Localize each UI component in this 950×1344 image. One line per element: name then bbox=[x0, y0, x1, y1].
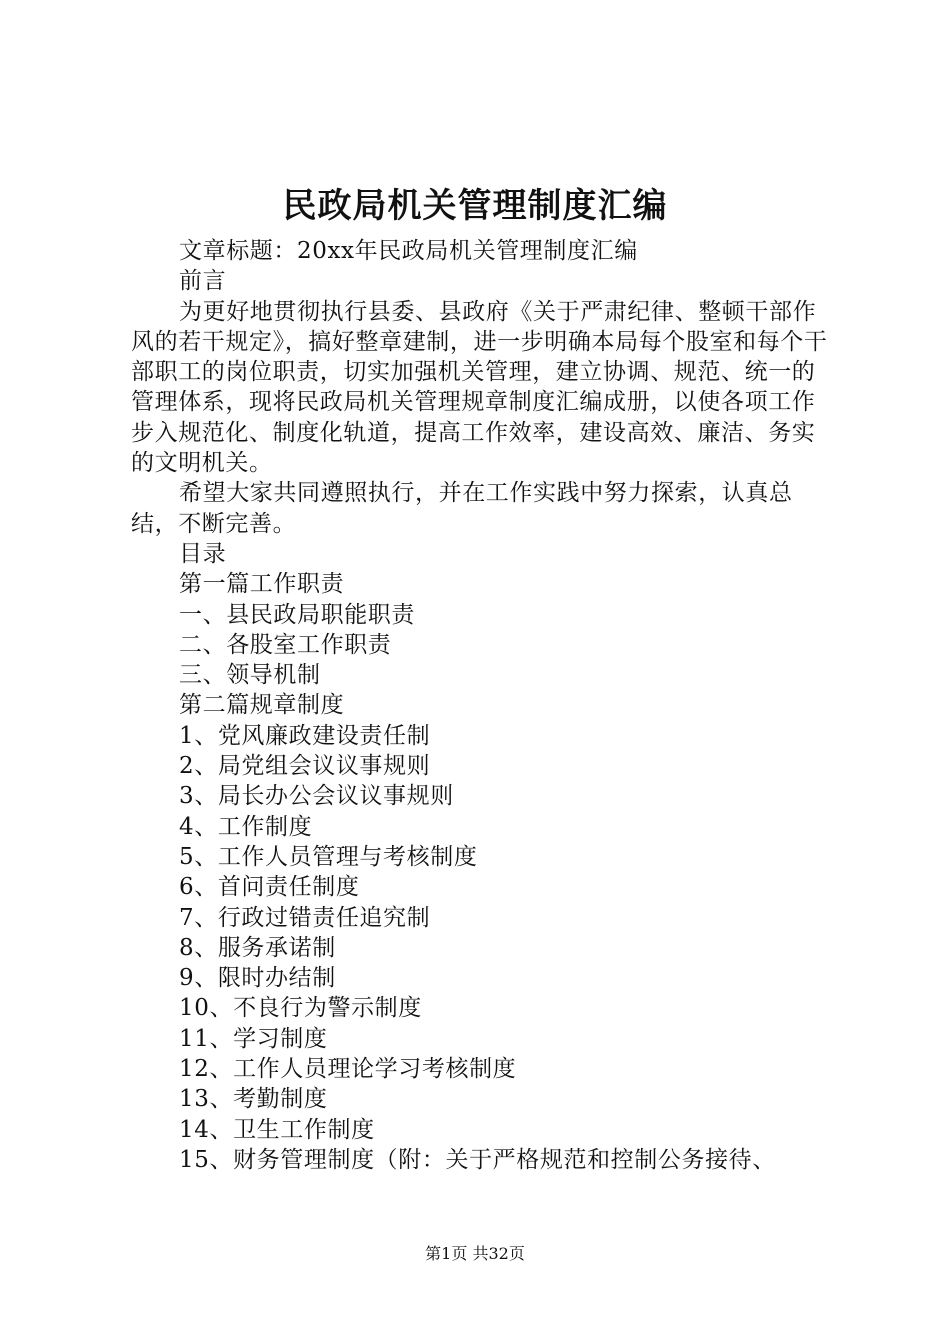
body-paragraph: 一、县民政局职能职责 bbox=[179, 601, 415, 628]
footer-page-prefix: 第 bbox=[425, 1244, 442, 1263]
body-paragraph: 8、服务承诺制 bbox=[179, 934, 336, 961]
body-paragraph: 9、限时办结制 bbox=[179, 965, 336, 992]
body-paragraph: 二、各股室工作职责 bbox=[179, 631, 392, 658]
body-paragraph: 14、卫生工作制度 bbox=[179, 1116, 375, 1143]
page-footer bbox=[0, 1243, 950, 1265]
footer-page-suffix: 页 bbox=[508, 1244, 525, 1263]
body-paragraph: 15、财务管理制度（附：关于严格规范和控制公务接待、 bbox=[179, 1146, 776, 1173]
body-paragraph: 为更好地贯彻执行县委、县政府《关于严肃纪律、整顿干部作风的若干规定》，搞好整章建制，进一步明确本局每个股室和每个干部职工的岗位职责，切实加强机关管理，建立协调、规范、统一的管理体系，现将民政局机关管理规章制度汇编成册，以使各项工作步入规范化、制度化轨道，提高工作效率，建设高效、廉洁、务实的文明机关。 bbox=[131, 298, 828, 477]
body-paragraph: 4、工作制度 bbox=[179, 813, 313, 840]
footer-page-mid: 页 共 bbox=[451, 1244, 489, 1263]
body-paragraph: 5、工作人员管理与考核制度 bbox=[179, 843, 478, 870]
body-paragraph: 三、领导机制 bbox=[179, 662, 321, 689]
document-body bbox=[131, 236, 833, 1175]
body-paragraph: 3、局长办公会议议事规则 bbox=[179, 783, 454, 810]
body-paragraph: 目录 bbox=[179, 540, 227, 567]
body-paragraph: 10、不良行为警示制度 bbox=[179, 995, 422, 1022]
body-paragraph: 2、局党组会议议事规则 bbox=[179, 753, 431, 780]
body-paragraph: 希望大家共同遵照执行，并在工作实践中努力探索，认真总结，不断完善。 bbox=[131, 480, 793, 537]
body-paragraph: 11、学习制度 bbox=[179, 1025, 328, 1052]
body-paragraph: 12、工作人员理论学习考核制度 bbox=[179, 1056, 517, 1083]
footer-page-total: 32 bbox=[488, 1244, 509, 1263]
body-paragraph: 第二篇规章制度 bbox=[179, 692, 345, 719]
document-title: 民政局机关管理制度汇编 bbox=[282, 186, 668, 226]
body-paragraph: 1、党风廉政建设责任制 bbox=[179, 722, 431, 749]
body-paragraph: 前言 bbox=[179, 268, 227, 295]
body-paragraph: 13、考勤制度 bbox=[179, 1086, 328, 1113]
body-paragraph: 文章标题：20xx年民政局机关管理制度汇编 bbox=[179, 238, 638, 264]
body-paragraph: 7、行政过错责任追究制 bbox=[179, 904, 431, 931]
body-paragraph: 6、首问责任制度 bbox=[179, 874, 360, 901]
footer-page-number: 1 bbox=[441, 1244, 452, 1263]
body-paragraph: 第一篇工作职责 bbox=[179, 571, 345, 598]
